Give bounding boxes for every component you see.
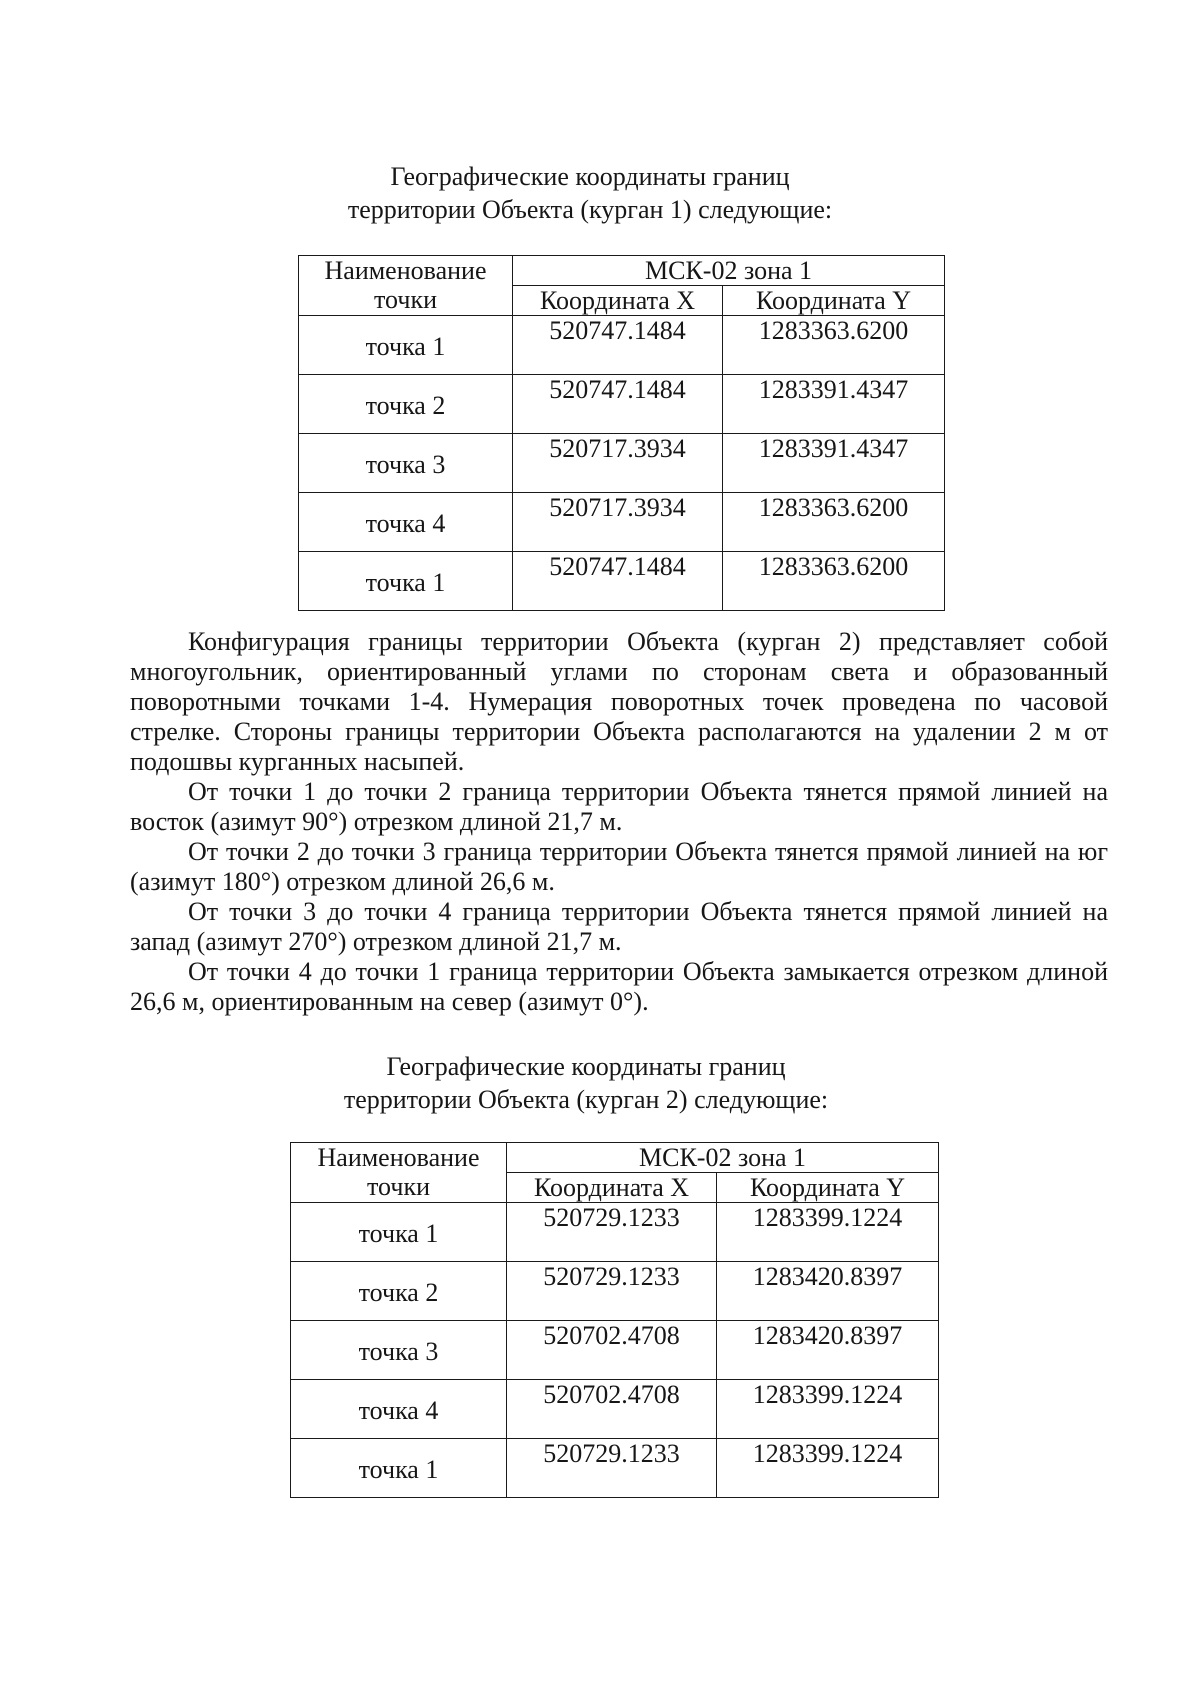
coord-y-value: 1283391.4347 bbox=[723, 434, 945, 493]
coord-y-value: 1283399.1224 bbox=[717, 1203, 939, 1262]
coord-y-value: 1283363.6200 bbox=[723, 552, 945, 611]
boundary-description bbox=[130, 627, 1108, 1017]
table-row bbox=[291, 1262, 939, 1321]
table-row bbox=[299, 434, 945, 493]
coord-y-value: 1283399.1224 bbox=[717, 1380, 939, 1439]
point-name: точка 4 bbox=[299, 493, 513, 552]
kurgan1-coordinates-table bbox=[298, 255, 945, 611]
coord-y-header: Координата Y bbox=[717, 1173, 939, 1203]
kurgan2-heading-line2: территории Объекта (курган 2) следующие: bbox=[343, 1085, 829, 1114]
coord-y-value: 1283363.6200 bbox=[723, 493, 945, 552]
coord-x-header: Координата X bbox=[507, 1173, 717, 1203]
table-row bbox=[299, 316, 945, 375]
table-row bbox=[291, 1380, 939, 1439]
coord-x-value: 520717.3934 bbox=[513, 493, 723, 552]
coord-x-value: 520747.1484 bbox=[513, 552, 723, 611]
point-name: точка 1 bbox=[291, 1439, 507, 1498]
coord-y-value: 1283391.4347 bbox=[723, 375, 945, 434]
table-row bbox=[299, 552, 945, 611]
kurgan1-heading-line1: Географические координаты границ bbox=[390, 162, 790, 191]
coord-y-value: 1283363.6200 bbox=[723, 316, 945, 375]
point-name: точка 2 bbox=[291, 1262, 507, 1321]
coord-x-value: 520747.1484 bbox=[513, 316, 723, 375]
table-row bbox=[291, 1321, 939, 1380]
point-name: точка 1 bbox=[299, 316, 513, 375]
coord-x-value: 520729.1233 bbox=[507, 1439, 717, 1498]
coord-x-value: 520747.1484 bbox=[513, 375, 723, 434]
description-paragraph: От точки 4 до точки 1 граница территории Объекта замыкается отрезком длиной 26,6 м, ориентированным на север (азимут 0°). bbox=[130, 957, 1108, 1016]
coord-x-header: Координата X bbox=[513, 286, 723, 316]
kurgan2-heading bbox=[0, 1050, 1186, 1116]
coord-system-header: МСК-02 зона 1 bbox=[507, 1143, 939, 1173]
coord-x-value: 520729.1233 bbox=[507, 1203, 717, 1262]
coord-y-value: 1283420.8397 bbox=[717, 1262, 939, 1321]
table-row bbox=[291, 1203, 939, 1262]
coord-y-header: Координата Y bbox=[723, 286, 945, 316]
kurgan2-heading-line1: Географические координаты границ bbox=[386, 1052, 786, 1081]
point-name: точка 2 bbox=[299, 375, 513, 434]
kurgan1-heading bbox=[0, 160, 1190, 226]
coord-system-header: МСК-02 зона 1 bbox=[513, 256, 945, 286]
coord-x-value: 520702.4708 bbox=[507, 1321, 717, 1380]
table-row bbox=[291, 1439, 939, 1498]
coord-x-value: 520702.4708 bbox=[507, 1380, 717, 1439]
coord-y-value: 1283420.8397 bbox=[717, 1321, 939, 1380]
point-name: точка 4 bbox=[291, 1380, 507, 1439]
description-paragraph: От точки 3 до точки 4 граница территории Объекта тянется прямой линией на запад (азимут 270°) отрезком длиной 21,7 м. bbox=[130, 897, 1108, 956]
point-name: точка 1 bbox=[291, 1203, 507, 1262]
table-row bbox=[299, 375, 945, 434]
kurgan2-coordinates-table bbox=[290, 1142, 939, 1498]
point-name: точка 1 bbox=[299, 552, 513, 611]
table-row bbox=[299, 493, 945, 552]
description-paragraph: От точки 1 до точки 2 граница территории Объекта тянется прямой линией на восток (азимут 90°) отрезком длиной 21,7 м. bbox=[130, 777, 1108, 836]
description-paragraph: Конфигурация границы территории Объекта (курган 2) представляет собой многоугольник, ориентированный углами по сторонам света и образованный поворотными точками 1-4. Нумерация поворотных точек проведена по часовой стрелке. Стороны границы территории Объекта располагаются на удалении 2 м от подошвы курганных насыпей. bbox=[130, 627, 1108, 776]
point-name-header: Наименование точки bbox=[291, 1143, 507, 1203]
point-name: точка 3 bbox=[299, 434, 513, 493]
coord-x-value: 520729.1233 bbox=[507, 1262, 717, 1321]
coord-x-value: 520717.3934 bbox=[513, 434, 723, 493]
point-name-header: Наименование точки bbox=[299, 256, 513, 316]
point-name: точка 3 bbox=[291, 1321, 507, 1380]
coord-y-value: 1283399.1224 bbox=[717, 1439, 939, 1498]
description-paragraph: От точки 2 до точки 3 граница территории Объекта тянется прямой линией на юг (азимут 180°) отрезком длиной 26,6 м. bbox=[130, 837, 1108, 896]
kurgan1-heading-line2: территории Объекта (курган 1) следующие: bbox=[347, 195, 833, 224]
